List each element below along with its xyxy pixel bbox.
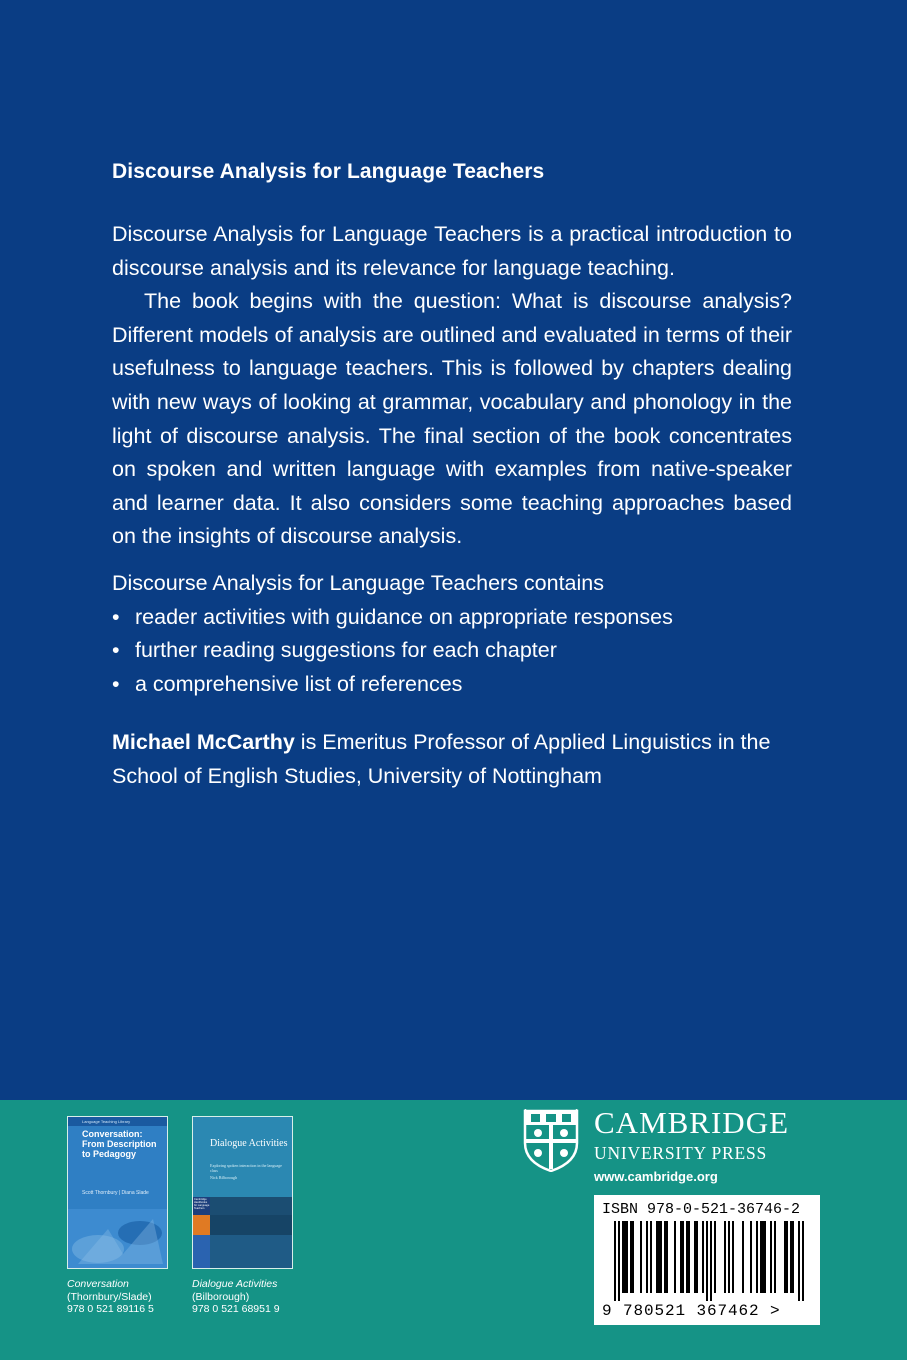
related-book-cover-dialogue-activities <box>192 1116 293 1269</box>
caption-title: Conversation <box>67 1278 129 1290</box>
barcode-bar <box>710 1221 712 1301</box>
barcode-bar <box>756 1221 758 1293</box>
related-book-caption <box>67 1278 187 1316</box>
barcode-bar <box>724 1221 726 1293</box>
caption-title: Dialogue Activities <box>192 1278 278 1290</box>
barcode-bar <box>650 1221 652 1293</box>
blurb-paragraph-2: The book begins with the question: What is discourse analysis? Different models of analysis are outlined and evaluated in terms of their usefulness to language teachers. This is followed by chapters dealing with new ways of looking at grammar, vocabulary and phonology in the light of discourse analysis. The final section of the book concentrates on spoken and written language with examples from native-speaker and learner data. It also considers some teaching approaches based on the insights of discourse analysis. <box>112 289 792 549</box>
barcode-bar <box>786 1221 788 1293</box>
barcode-bar <box>666 1221 668 1293</box>
barcode-bar <box>798 1221 800 1301</box>
author-name: Michael McCarthy <box>112 730 295 754</box>
barcode-bar <box>696 1221 698 1293</box>
cover-artwork <box>68 1209 167 1269</box>
cover-title: Dialogue Activities <box>210 1138 288 1149</box>
caption-authors: (Thornbury/Slade) <box>67 1290 152 1303</box>
barcode-bar <box>686 1221 688 1293</box>
barcode-bar <box>630 1221 632 1293</box>
barcode-bar <box>702 1221 704 1293</box>
cover-authors: Scott Thornbury | Diana Slade <box>82 1190 149 1196</box>
barcode-bar <box>750 1221 752 1293</box>
barcode-bar <box>706 1221 708 1301</box>
barcode-bar <box>640 1221 642 1293</box>
barcode-bar <box>660 1221 662 1293</box>
cover-author: Nick Bilborough <box>210 1175 237 1180</box>
barcode-bar <box>664 1221 666 1293</box>
barcode-bar <box>802 1221 804 1301</box>
barcode-bar <box>688 1221 690 1293</box>
barcode-bar <box>694 1221 696 1293</box>
caption-authors: (Bilborough) <box>192 1290 250 1303</box>
barcode-bar <box>742 1221 744 1293</box>
ean-digits: 9 780521 367462 > <box>602 1302 781 1320</box>
barcode-bar <box>770 1221 772 1293</box>
barcode-bar <box>658 1221 660 1293</box>
list-item: • reader activities with guidance on appropriate responses <box>112 601 792 635</box>
barcode <box>594 1195 820 1325</box>
contents-list <box>112 567 792 701</box>
barcode-bar <box>784 1221 786 1293</box>
publisher-subtitle: UNIVERSITY PRESS <box>594 1143 768 1163</box>
university-crest-icon <box>523 1109 579 1172</box>
barcode-bar <box>732 1221 734 1293</box>
bullet-icon: • <box>112 671 120 696</box>
barcode-bar <box>656 1221 658 1293</box>
barcode-bar <box>714 1221 716 1293</box>
blurb-paragraph-1: Discourse Analysis for Language Teachers is a practical introduction to discourse analysis and its relevance for language teaching. <box>112 222 792 280</box>
barcode-bar <box>764 1221 766 1293</box>
blurb <box>112 218 792 554</box>
author-bio <box>112 726 802 793</box>
list-item: • further reading suggestions for each chapter <box>112 634 792 668</box>
cover-subtitle: Exploring spoken interaction in the language class <box>210 1163 282 1173</box>
barcode-bar <box>774 1221 776 1293</box>
book-title: Discourse Analysis for Language Teachers <box>112 160 545 183</box>
barcode-bar <box>674 1221 676 1293</box>
barcode-bar <box>762 1221 764 1293</box>
contents-intro: Discourse Analysis for Language Teachers contains <box>112 571 605 595</box>
series-label: Language Teaching Library <box>68 1117 167 1126</box>
related-book-cover-conversation <box>67 1116 168 1269</box>
barcode-bar <box>646 1221 648 1293</box>
barcode-bar <box>614 1221 616 1301</box>
author-description: is Emeritus Professor of Applied Linguistics in the School of English Studies, University of Nottingham <box>112 730 771 788</box>
barcode-bars <box>602 1221 812 1301</box>
cover-series: Cambridge Handbooks for Language Teachers <box>194 1198 210 1210</box>
cover-title: Conversation: From Description to Pedagogy <box>82 1129 157 1159</box>
barcode-bar <box>680 1221 682 1293</box>
barcode-bar <box>790 1221 792 1293</box>
related-book-caption <box>192 1278 312 1316</box>
isbn-label: ISBN 978-0-521-36746-2 <box>602 1201 801 1218</box>
barcode-bar <box>624 1221 626 1293</box>
barcode-bar <box>682 1221 684 1293</box>
bullet-icon: • <box>112 604 120 629</box>
publisher-name: CAMBRIDGE <box>594 1105 790 1140</box>
barcode-bar <box>760 1221 762 1293</box>
barcode-bar <box>792 1221 794 1293</box>
barcode-bar <box>728 1221 730 1293</box>
publisher-url: www.cambridge.org <box>594 1169 718 1184</box>
barcode-bar <box>632 1221 634 1293</box>
barcode-bar <box>626 1221 628 1293</box>
bullet-icon: • <box>112 638 120 663</box>
caption-isbn: 978 0 521 89116 5 <box>67 1303 154 1315</box>
barcode-bar <box>622 1221 624 1293</box>
list-item: • a comprehensive list of references <box>112 668 792 702</box>
caption-isbn: 978 0 521 68951 9 <box>192 1303 280 1315</box>
barcode-bar <box>618 1221 620 1301</box>
